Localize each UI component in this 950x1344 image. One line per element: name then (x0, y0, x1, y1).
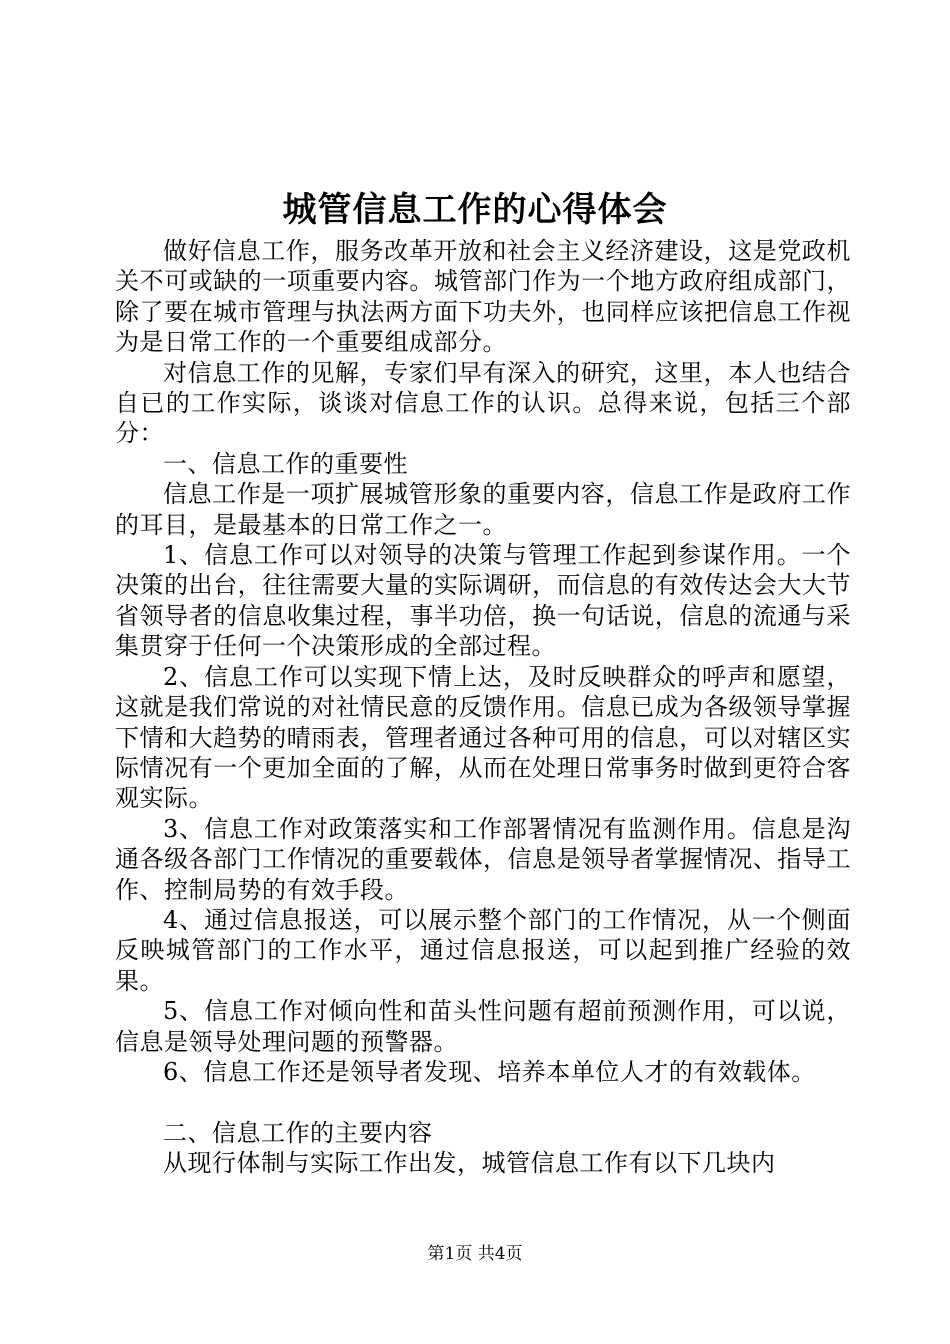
list-item: 6、信息工作还是领导者发现、培养本单位人才的有效载体。 (163, 1057, 816, 1086)
blank-line (115, 1087, 851, 1117)
document-body (115, 236, 851, 1179)
paragraph: 做好信息工作，服务改革开放和社会主义经济建设，这是党政机关不可或缺的一项重要内容。城管部门作为一个地方政府组成部门，除了要在城市管理与执法两方面下功夫外，也同样应该把信息工作视为是日常工作的一个重要组成部分。 (115, 237, 851, 357)
list-item: 4、通过信息报送，可以展示整个部门的工作情况，从一个侧面反映城管部门的工作水平，通过信息报送，可以起到推广经验的效果。 (115, 905, 851, 995)
page-number: 第1页 共4页 (427, 1244, 523, 1264)
paragraph: 从现行体制与实际工作出发，城管信息工作有以下几块内 (163, 1149, 776, 1178)
section-heading: 一、信息工作的重要性 (163, 449, 408, 478)
list-item: 1、信息工作可以对领导的决策与管理工作起到参谋作用。一个决策的出台，往往需要大量的实际调研，而信息的有效传达会大大节省领导者的信息收集过程，事半功倍，换一句话说，信息的流通与采集贯穿于任何一个决策形成的全部过程。 (115, 541, 851, 661)
section-heading: 二、信息工作的主要内容 (163, 1118, 433, 1147)
paragraph: 对信息工作的见解，专家们早有深入的研究，这里，本人也结合自已的工作实际，谈谈对信息工作的认识。总得来说，包括三个部分： (115, 358, 851, 448)
paragraph: 信息工作是一项扩展城管形象的重要内容，信息工作是政府工作的耳目，是最基本的日常工作之一。 (115, 480, 851, 539)
list-item: 5、信息工作对倾向性和苗头性问题有超前预测作用，可以说，信息是领导处理问题的预警器。 (115, 997, 851, 1056)
document-title: 城管信息工作的心得体会 (282, 190, 668, 230)
list-item: 2、信息工作可以实现下情上达，及时反映群众的呼声和愿望，这就是我们常说的对社情民意的反馈作用。信息已成为各级领导掌握下情和大趋势的晴雨表，管理者通过各种可用的信息，可以对辖区实际情况有一个更加全面的了解，从而在处理日常事务时做到更符合客观实际。 (115, 662, 851, 813)
list-item: 3、信息工作对政策落实和工作部署情况有监测作用。信息是沟通各级各部门工作情况的重要载体，信息是领导者掌握情况、指导工作、控制局势的有效手段。 (115, 814, 851, 904)
